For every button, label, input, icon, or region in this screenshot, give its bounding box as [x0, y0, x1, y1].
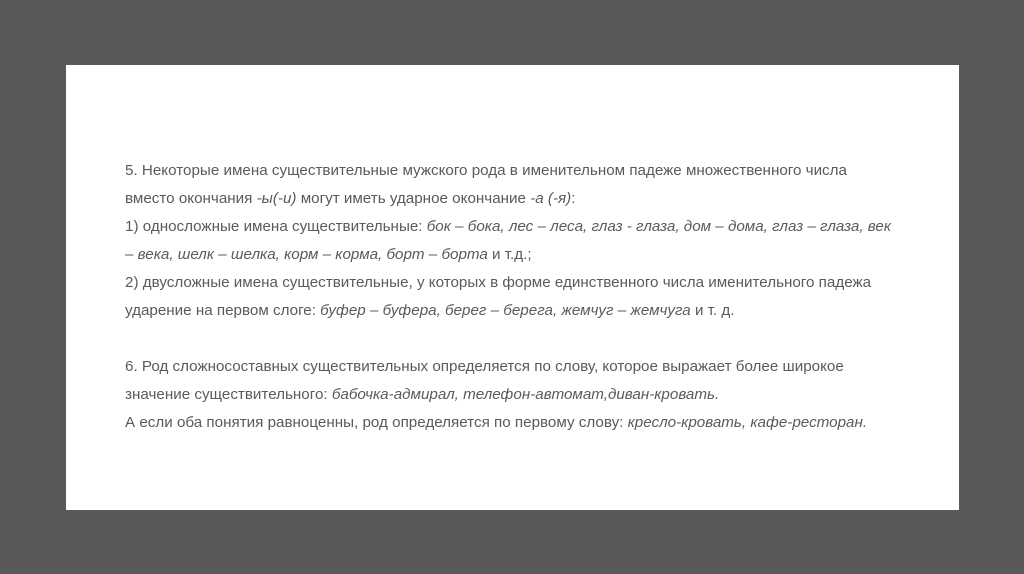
slide	[66, 65, 959, 510]
text: и т. д.	[690, 302, 735, 319]
rule-5-line-6	[125, 297, 925, 325]
rule-5-line-3	[125, 213, 925, 241]
text: значение существительного:	[125, 386, 332, 403]
word-examples: – века, шелк – шелка, корм – корма, борт – борта	[125, 246, 488, 263]
word-examples: бок – бока, лес – леса, глаз - глаза, дом – дома, глаз – глаза, век	[426, 218, 892, 235]
slide-text	[125, 157, 925, 437]
rule-6-line-3	[125, 409, 925, 437]
word-examples: кресло-кровать, кафе-ресторан.	[627, 414, 868, 431]
rule-5-line-2	[125, 185, 925, 213]
text: 1) односложные имена существительные:	[125, 218, 427, 235]
paragraph-spacer	[125, 325, 925, 353]
rule-6-line-2	[125, 381, 925, 409]
text: и т.д.;	[487, 246, 532, 263]
text: вместо окончания	[125, 190, 257, 207]
ending-example: -а (-я)	[530, 190, 572, 207]
text: могут иметь ударное окончание	[296, 190, 531, 207]
text: 5. Некоторые имена существительные мужского рода в именительном падеже множественного числа	[125, 162, 847, 179]
rule-6-line-1	[125, 353, 925, 381]
word-examples: бабочка-адмирал, телефон-автомат,диван-кровать.	[331, 386, 720, 403]
text: ударение на первом слоге:	[125, 302, 321, 319]
rule-5-line-5	[125, 269, 925, 297]
rule-5-line-1	[125, 157, 925, 185]
text: 2) двусложные имена существительные, у которых в форме единственного числа именительного падежа	[125, 274, 872, 291]
text: 6. Род сложносоставных существительных определяется по слову, которое выражает более широкое	[125, 358, 844, 375]
text: :	[571, 190, 576, 207]
rule-5-line-4	[125, 241, 925, 269]
ending-example: -ы(-и)	[256, 190, 297, 207]
word-examples: буфер – буфера, берег – берега, жемчуг – жемчуга	[320, 302, 691, 319]
text: А если оба понятия равноценны, род определяется по первому слову:	[125, 414, 628, 431]
